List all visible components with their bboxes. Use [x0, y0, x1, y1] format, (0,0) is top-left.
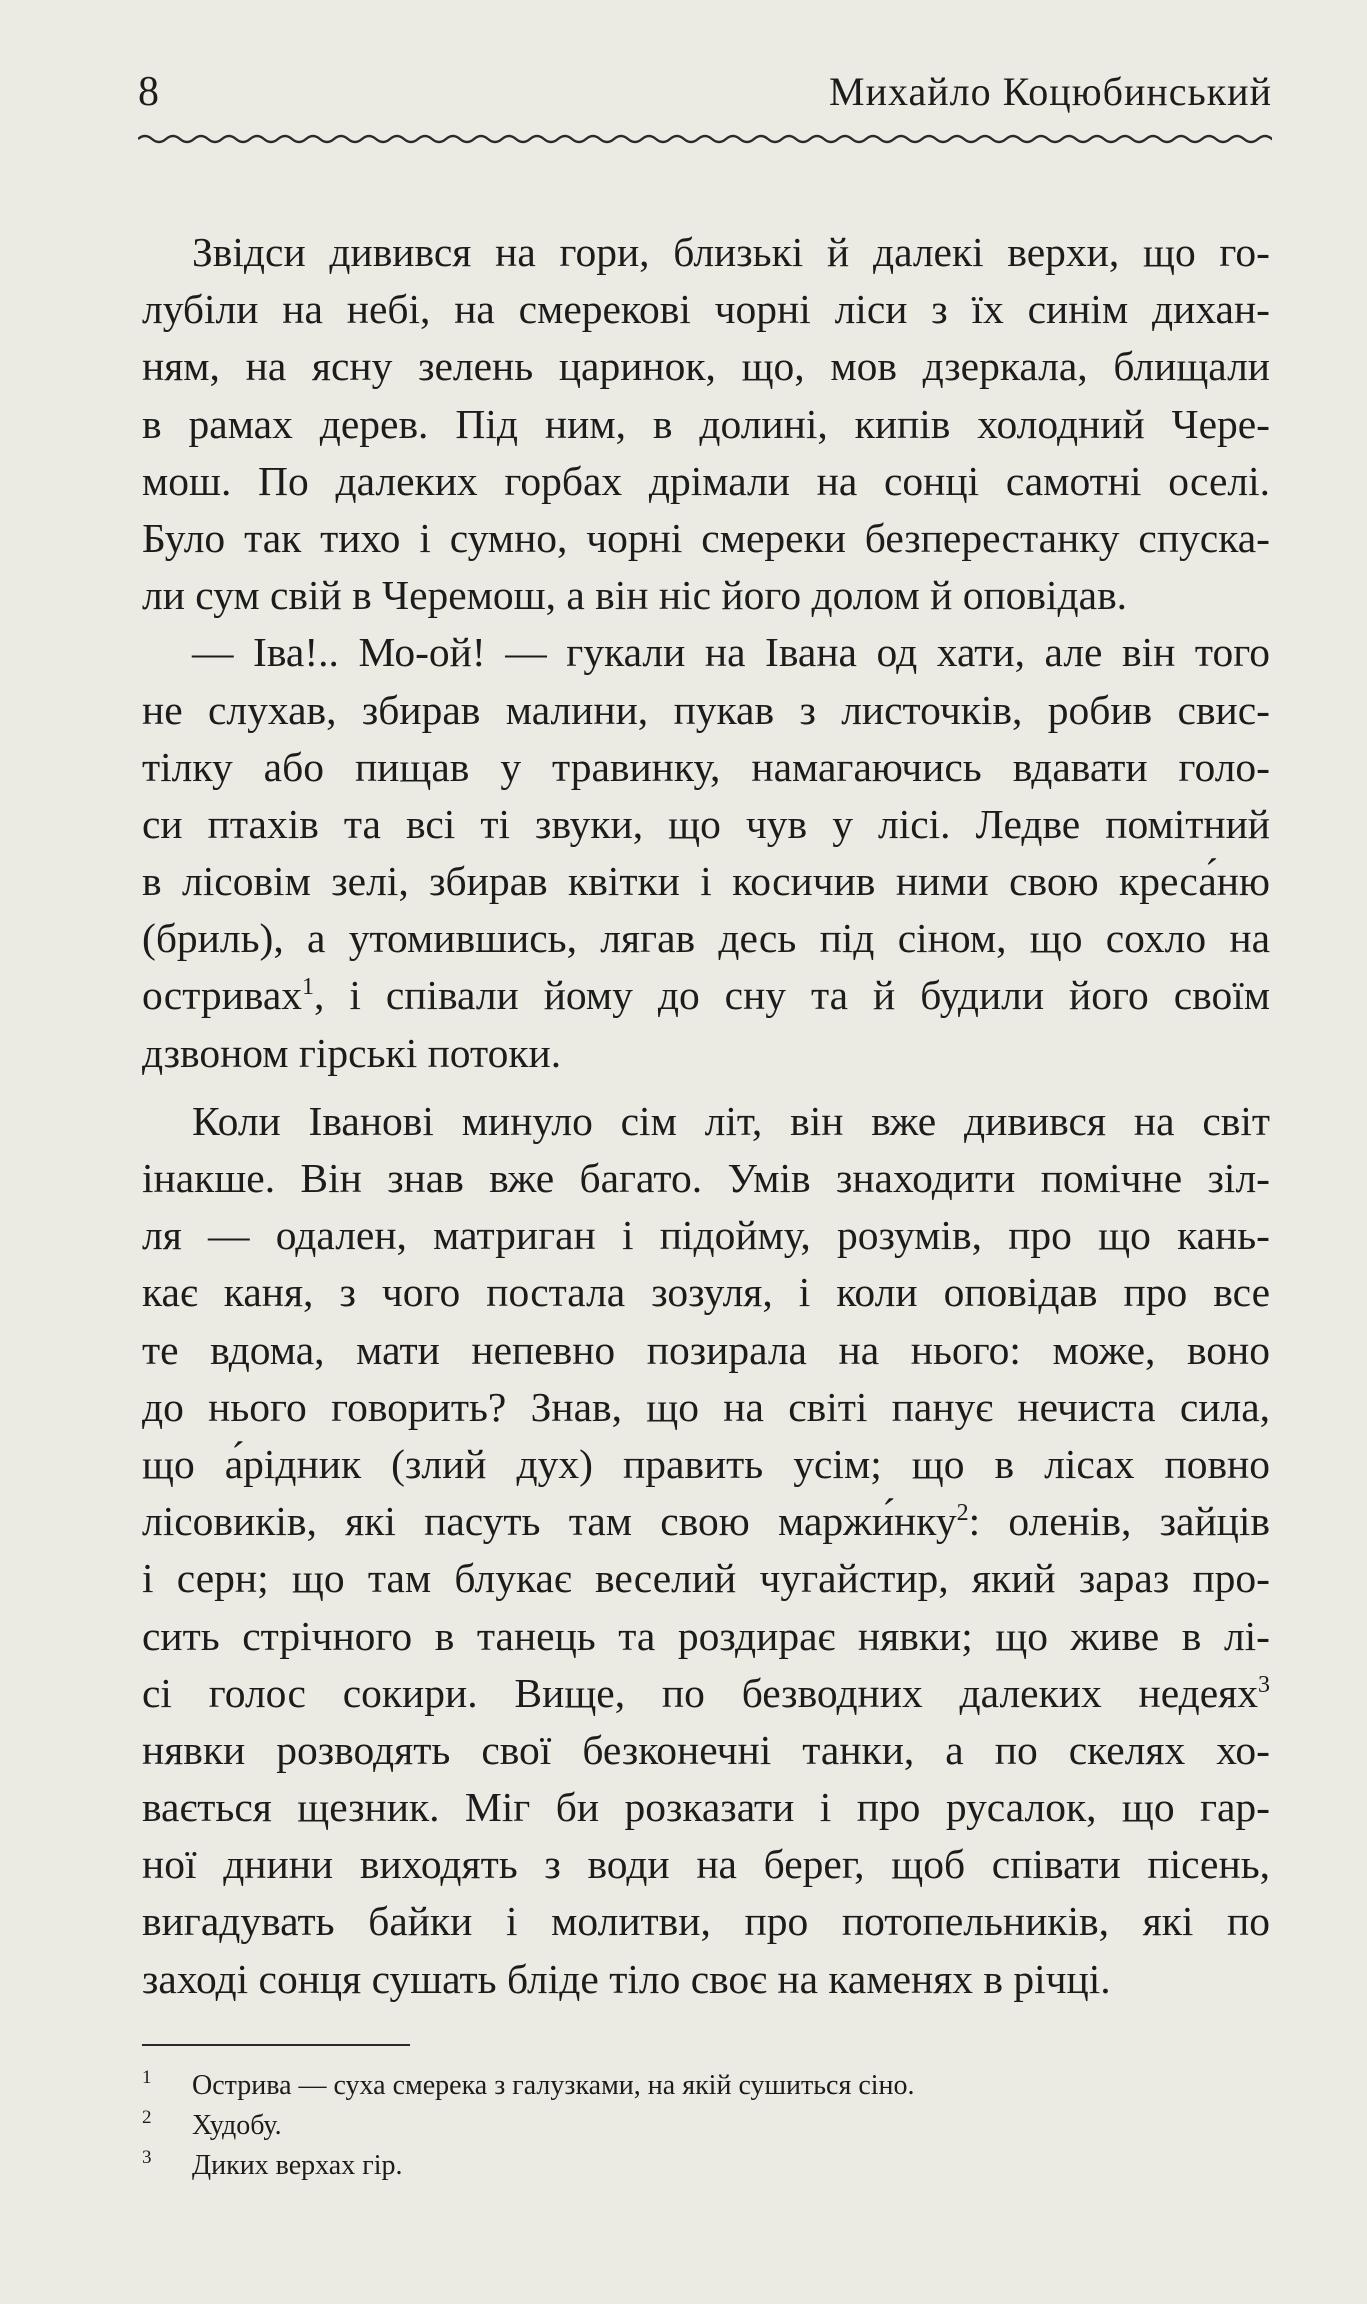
text-line: тілку або пищав у травинку, намагаючись вдавати голо-: [142, 743, 1270, 790]
text-line: в рамах дерев. Під ним, в долині, кипів холодний Чере-: [142, 400, 1270, 447]
text-fragment: , і співали йому до сну та й будили його своїм: [314, 972, 1270, 1019]
text-fragment: : оленів, зайців: [968, 1498, 1270, 1545]
text-line: ної днини виходять з води на берег, щоб співати пісень,: [142, 1841, 1270, 1888]
text-line: сить стрічного в танець та роздирає нявки; що живе в лі-: [142, 1612, 1270, 1659]
text-line: те вдома, мати непевно позирала на нього: може, воно: [142, 1326, 1270, 1373]
text-fragment: лісовиків, які пасуть там свою маржи́нку: [142, 1498, 957, 1545]
footnote-divider: [142, 2044, 410, 2046]
text-fragment: остривах: [142, 972, 303, 1019]
text-line: і серн; що там блукає веселий чугайстир, який зараз про-: [142, 1555, 1270, 1602]
footnote-text: Диких верхах гір.: [192, 2150, 403, 2181]
text-line: ням, на ясну зелень царинок, що, мов дзеркала, блищали: [142, 343, 1270, 390]
text-line: нявки розводять свої безконечні танки, а по скелях хо-: [142, 1726, 1270, 1773]
text-line: вається щезник. Міг би розказати і про русалок, що гар-: [142, 1784, 1270, 1831]
text-line: не слухав, збирав малини, пукав з листочків, робив свис-: [142, 686, 1270, 733]
page-header: [138, 62, 1272, 122]
text-line: до нього говорить? Знав, що на світі панує нечиста сила,: [142, 1383, 1270, 1430]
text-line: інакше. Він знав вже багато. Умів знаходити помічне зіл-: [142, 1155, 1270, 1201]
footnote-1: [142, 2066, 1270, 2106]
text-line: що а́рідник (злий дух) править усім; що в лісах повно: [142, 1440, 1270, 1487]
footnote-ref: 2: [956, 1500, 969, 1527]
text-line: ля — одален, матриган і підойму, розумів, про що кань-: [142, 1212, 1270, 1259]
text-line: Було так тихо і сумно, чорні смереки безперестанку спуска-: [142, 514, 1270, 561]
footnote-mark: 2: [142, 2107, 152, 2128]
text-line: Звідси дивився на гори, близькі й далекі верхи, що го-: [192, 229, 1270, 275]
text-line: лубіли на небі, на смерекові чорні ліси з їх синім дихан-: [142, 286, 1270, 333]
text-line: си птахів та всі ті звуки, що чув у лісі. Ледве помітний: [142, 800, 1270, 847]
footnote-text: Острива — суха смерека з галузками, на якій сушиться сіно.: [192, 2070, 915, 2101]
footnote-2: [142, 2106, 1270, 2146]
text-line: [142, 1493, 1270, 1550]
text-line: вигадувать байки і молитви, про потопельників, які по: [142, 1898, 1270, 1945]
main-text: [142, 224, 1270, 2008]
text-line: [142, 967, 1270, 1024]
text-line: (бриль), а утомившись, лягав десь під сіном, що сохло на: [142, 915, 1270, 962]
footnote-text: Худобу.: [192, 2110, 282, 2141]
text-line: ли сум свій в Черемош, а він ніс його долом й оповідав.: [142, 572, 1128, 619]
text-line: дзвоном гірські потоки.: [142, 1029, 562, 1076]
wavy-divider: [138, 128, 1272, 150]
text-line: — Іва!.. Мо-ой! — гукали на Івана од хати, але він того: [192, 629, 1270, 676]
text-line: кає каня, з чого постала зозуля, і коли оповідав про все: [142, 1269, 1270, 1316]
footnote-ref: 1: [302, 974, 315, 1001]
page-number: 8: [138, 69, 159, 115]
footnote-mark: 1: [142, 2067, 152, 2088]
text-line: заході сонця сушать бліде тіло своє на каменях в річці.: [142, 1955, 1111, 2002]
footnote-ref: 3: [1258, 1671, 1270, 1698]
running-title: Михайло Коцюбинський: [829, 69, 1272, 114]
footnotes: [142, 2066, 1270, 2186]
text-line: мош. По далеких горбах дрімали на сонці самотні оселі.: [142, 457, 1270, 504]
text-line: Коли Іванові минуло сім літ, він вже дивився на світ: [192, 1097, 1270, 1144]
text-line: в лісовім зелі, збирав квітки і косичив ними свою креса́ню: [142, 858, 1270, 905]
footnote-3: [142, 2146, 1270, 2186]
text-fragment: сі голос сокири. Вище, по безводних далеких недеях: [142, 1669, 1258, 1716]
text-line: [142, 1665, 1270, 1722]
footnote-mark: 3: [142, 2147, 152, 2168]
